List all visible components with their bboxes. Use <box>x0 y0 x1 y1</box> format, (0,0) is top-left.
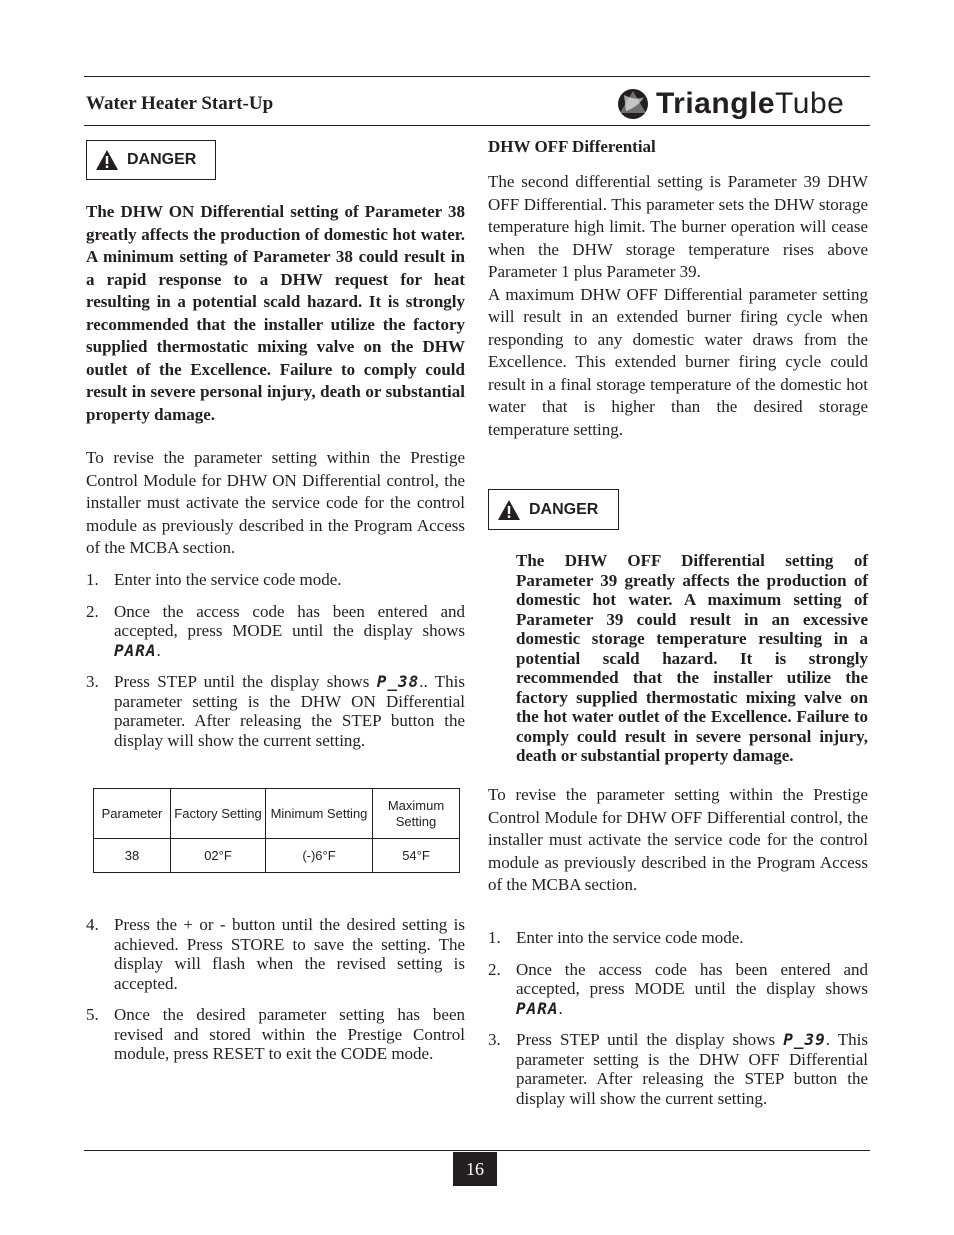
right-para1 <box>488 171 868 441</box>
step-text-after: . <box>156 640 161 660</box>
triangle-logo-icon <box>616 87 650 121</box>
step-text: Enter into the service code mode. <box>114 570 342 589</box>
table-header-row <box>94 789 460 839</box>
table-cell: 38 <box>94 839 171 873</box>
parameter-table <box>93 788 460 873</box>
right-danger-text <box>516 551 868 766</box>
step-number: 5. <box>86 1005 99 1024</box>
right-steps <box>488 928 868 1108</box>
warning-triangle-icon <box>497 499 521 521</box>
step-text: Press the + or - button until the desired setting is achieved. Press STORE to save the setting. The display will flash when the revised setting is accepted. <box>114 915 465 993</box>
left-intro <box>86 447 465 560</box>
step-text: Enter into the service code mode. <box>516 928 744 947</box>
step-text-after: . <box>558 998 563 1018</box>
table-cell: 02°F <box>171 839 266 873</box>
table-header-cell: Minimum Setting <box>266 789 373 839</box>
right-step-1 <box>488 928 868 948</box>
left-steps <box>86 570 465 750</box>
right-paragraph-1: The second differential setting is Parameter 39 DHW OFF Differential. This parameter sets the DHW storage temperature high limit. The burner operation will cease when the DHW storage temperature rises above Parameter 1 plus Parameter 39. <box>488 172 868 281</box>
left-step-3 <box>86 672 465 750</box>
table-header-cell: Factory Setting <box>171 789 266 839</box>
table-cell: (-)6°F <box>266 839 373 873</box>
step-number: 3. <box>488 1030 501 1049</box>
page-number: 16 <box>453 1152 497 1186</box>
step-number: 1. <box>86 570 99 589</box>
table-cell: 54°F <box>373 839 460 873</box>
left-step-1 <box>86 570 465 590</box>
danger-label: DANGER <box>529 500 599 518</box>
table-header-cell: Maximum Setting <box>373 789 460 839</box>
step-text: Once the access code has been entered and accepted, press MODE until the display shows <box>516 959 868 998</box>
lcd-display-text: P_38 <box>376 672 420 691</box>
step-number: 2. <box>488 959 501 979</box>
right-intro <box>488 784 868 897</box>
step-number: 1. <box>488 928 501 947</box>
left-intro-paragraph: To revise the parameter setting within the Prestige Control Module for DHW ON Differential control, the installer must activate the service code for the control module as previously described in the Program Access of the MCBA section. <box>86 448 465 557</box>
step-number: 3. <box>86 672 99 691</box>
left-danger-text <box>86 201 465 426</box>
step-text: Once the access code has been entered and accepted, press MODE until the display shows <box>114 601 465 640</box>
right-paragraph-2: A maximum DHW OFF Differential parameter setting will result in an extended burner firing cycle when responding to any domestic water draws from the Excellence. This extended burner firing cycle could result in a final storage temperature of the domestic hot water that is higher than the desired storage temperature setting. <box>488 284 868 439</box>
right-heading: DHW OFF Differential <box>488 137 656 156</box>
left-steps-continued <box>86 915 465 1064</box>
left-danger-paragraph: The DHW ON Differential setting of Parameter 38 greatly affects the production of domestic hot water. A minimum setting of Parameter 38 could result in a rapid response to a DHW request for heat resulting in a potential scald hazard. It is strongly recommended that the installer utilize the factory supplied thermostatic mixing valve on the DHW outlet of the Excellence. Failure to comply could result in severe personal injury, death or substantial property damage. <box>86 202 465 424</box>
section-title: Water Heater Start-Up <box>86 93 274 114</box>
danger-label: DANGER <box>127 151 197 168</box>
left-step-2 <box>86 602 465 661</box>
step-text: Once the desired parameter setting has been revised and stored within the Prestige Control module, press RESET to exit the CODE mode. <box>114 1005 465 1063</box>
warning-triangle-icon <box>95 149 119 171</box>
right-danger-paragraph: The DHW OFF Differential setting of Parameter 39 greatly affects the production of domestic hot water. A maximum setting of Parameter 39 could result in an excessive domestic storage temperature resulting in a potential scald hazard. It is strongly recommended that the installer utilize the factory supplied thermostatic mixing valve on the hot water outlet of the Excellence. Failure to comply could result in severe personal injury, death or substantial property damage. <box>516 551 868 765</box>
logo-word-light: Tube <box>775 87 845 120</box>
logo-word-bold: Triangle <box>656 87 776 120</box>
table-header-cell: Parameter <box>94 789 171 839</box>
step-number: 4. <box>86 915 99 934</box>
step-text-after: . This parameter setting is the DHW OFF Differential parameter. After releasing the STEP button the display will show the current setting. <box>516 1030 868 1108</box>
step-text-after: .. This parameter setting is the DHW ON Differential parameter. After releasing the STEP button the display will show the current setting. <box>114 672 465 750</box>
lcd-display-text: PARA <box>114 640 157 660</box>
right-intro-paragraph: To revise the parameter setting within the Prestige Control Module for DHW OFF Differential control, the installer must activate the service code for the control module as previously described in the Program Access of the MCBA section. <box>488 785 868 894</box>
step-text: Press STEP until the display shows <box>516 1030 776 1049</box>
top-rule <box>84 76 870 77</box>
lcd-display-text: P_39 <box>783 1030 826 1049</box>
right-step-2 <box>488 960 868 1019</box>
left-step-5 <box>86 1005 465 1064</box>
left-danger-box <box>86 140 216 180</box>
lcd-display-text: PARA <box>516 998 559 1018</box>
step-text: Press STEP until the display shows <box>114 672 370 691</box>
header-rule <box>84 125 870 126</box>
footer-rule <box>84 1150 870 1151</box>
left-step-4 <box>86 915 465 993</box>
triangle-tube-logo <box>616 84 844 124</box>
table-row <box>94 839 460 873</box>
right-danger-box <box>488 489 619 530</box>
right-step-3 <box>488 1030 868 1108</box>
step-number: 2. <box>86 601 99 621</box>
